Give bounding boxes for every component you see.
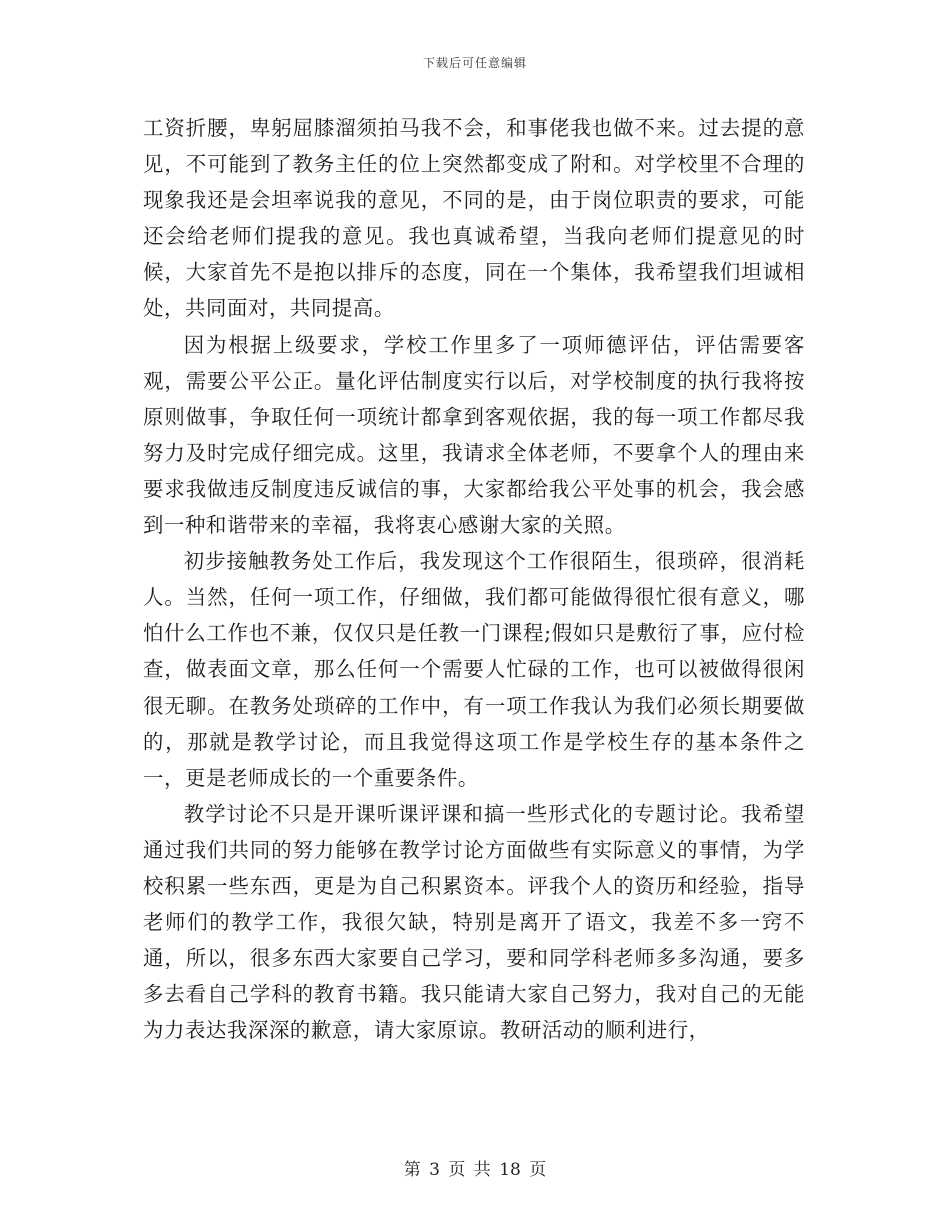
paragraph-3: 初步接触教务处工作后，我发现这个工作很陌生，很琐碎，很消耗人。当然，任何一项工作，仔细做，我们都可能做得很忙很有意义，哪怕什么工作也不兼，仅仅只是任教一门课程;假如只是敷衍了事，应付检查，做表面文章，那么任何一个需要人忙碌的工作，也可以被做得很闲很无聊。在教务处琐碎的工作中，有一项工作我认为我们必须长期要做的，那就是教学讨论，而且我觉得这项工作是学校生存的基本条件之一，更是老师成长的一个重要条件。	[143, 549, 805, 790]
paragraph-1: 工资折腰，卑躬屈膝溜须拍马我不会，和事佬我也做不来。过去提的意见，不可能到了教务主任的位上突然都变成了附和。对学校里不合理的现象我还是会坦率说我的意见，不同的是，由于岗位职责的要求，可能还会给老师们提我的意见。我也真诚希望，当我向老师们提意见的时候，大家首先不是抱以排斥的态度，同在一个集体，我希望我们坦诚相处，共同面对，共同提高。	[143, 116, 805, 321]
paragraph-4: 教学讨论不只是开课听课评课和搞一些形式化的专题讨论。我希望通过我们共同的努力能够在教学讨论方面做些有实际意义的事情，为学校积累一些东西，更是为自己积累资本。评我个人的资历和经验，指导老师们的教学工作，我很欠缺，特别是离开了语文，我差不多一窍不通，所以，很多东西大家要自己学习，要和同学科老师多多沟通，要多多去看自己学科的教育书籍。我只能请大家自己努力，我对自己的无能为力表达我深深的歉意，请大家原谅。教研活动的顺利进行，	[143, 801, 805, 1043]
page-header: 下载后可任意编辑	[422, 56, 527, 70]
page-number: 第 3 页 共 18 页	[403, 1160, 547, 1180]
document-body	[143, 110, 805, 1048]
paragraph-2: 因为根据上级要求，学校工作里多了一项师德评估，评估需要客观，需要公平公正。量化评估制度实行以后，对学校制度的执行我将按原则做事，争取任何一项统计都拿到客观依据，我的每一项工作都尽我努力及时完成仔细完成。这里，我请求全体老师，不要拿个人的理由来要求我做违反制度违反诚信的事，大家都给我公平处事的机会，我会感到一种和谐带来的幸福，我将衷心感谢大家的关照。	[143, 332, 805, 538]
